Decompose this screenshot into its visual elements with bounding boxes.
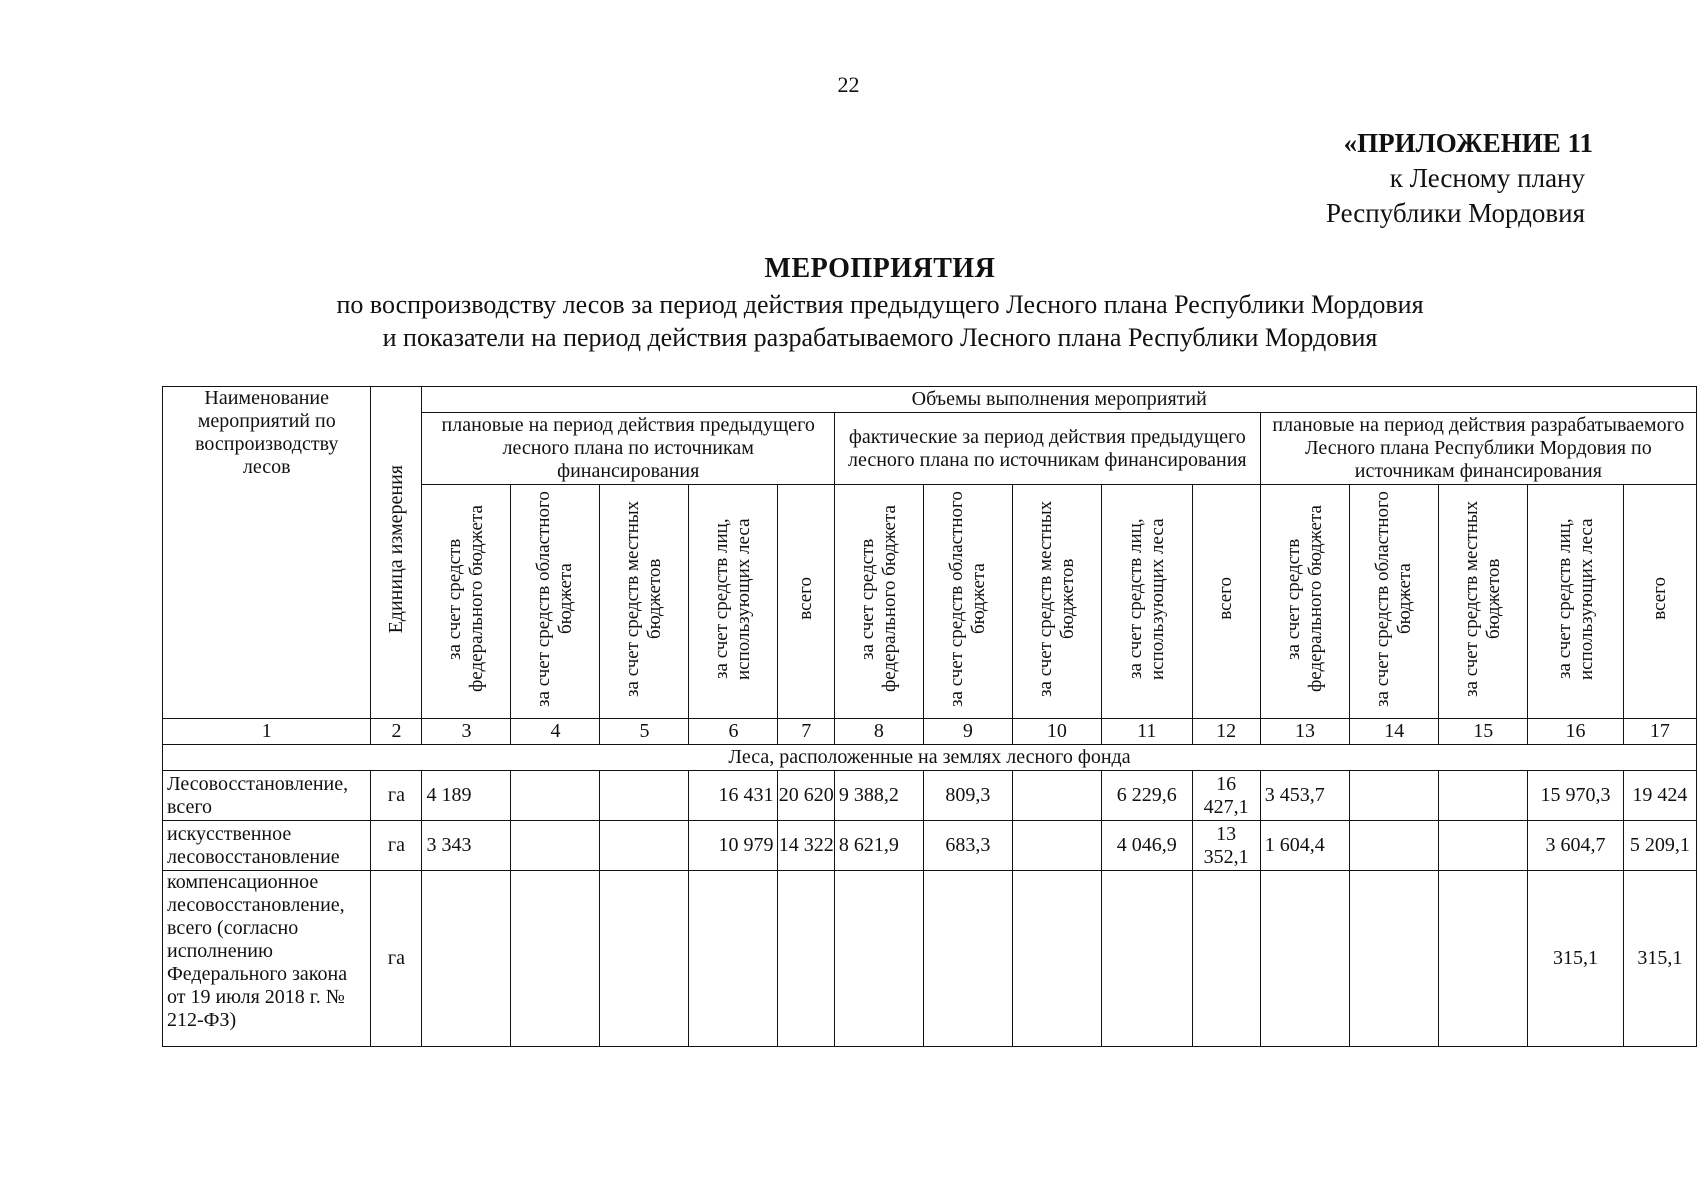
row-value xyxy=(511,871,600,1047)
row-value: 3 604,7 xyxy=(1528,821,1624,871)
row-value: 3 453,7 xyxy=(1260,771,1350,821)
row-value: 809,3 xyxy=(923,771,1012,821)
column-number: 15 xyxy=(1439,719,1528,745)
header-name-col: Наименование мероприятий по воспроизводству лесов xyxy=(163,387,371,719)
column-number: 3 xyxy=(422,719,511,745)
header-sub-federal: за счет средств федерального бюджета xyxy=(1260,485,1350,719)
header-sub-users: за счет средств лиц, использующих леса xyxy=(1101,485,1192,719)
table-body xyxy=(163,771,1697,1047)
header-volumes: Объемы выполнения мероприятий xyxy=(422,387,1697,413)
row-value: 315,1 xyxy=(1623,871,1696,1047)
header-sub-total: всего xyxy=(1623,485,1696,719)
header-sub-regional: за счет средств областного бюджета xyxy=(511,485,600,719)
row-value: 16 431 xyxy=(689,771,778,821)
header-sub-users: за счет средств лиц, использующих леса xyxy=(689,485,778,719)
row-value: 3 343 xyxy=(422,821,511,871)
column-number: 7 xyxy=(778,719,834,745)
row-value xyxy=(1350,771,1439,821)
column-number: 9 xyxy=(923,719,1012,745)
row-value xyxy=(1439,771,1528,821)
row-value xyxy=(600,771,689,821)
column-number: 4 xyxy=(511,719,600,745)
header-sub-local: за счет средств местных бюджетов xyxy=(600,485,689,719)
header-sub-total: всего xyxy=(1192,485,1260,719)
row-value xyxy=(1192,871,1260,1047)
row-value xyxy=(511,821,600,871)
row-value xyxy=(689,871,778,1047)
column-number: 11 xyxy=(1101,719,1192,745)
row-value: 8 621,9 xyxy=(834,821,923,871)
table-row xyxy=(163,771,1697,821)
header-sub-regional: за счет средств областного бюджета xyxy=(923,485,1012,719)
row-value: 20 620 xyxy=(778,771,834,821)
row-value xyxy=(1012,821,1101,871)
row-value xyxy=(422,871,511,1047)
row-value xyxy=(778,871,834,1047)
row-value: 6 229,6 xyxy=(1101,771,1192,821)
row-value xyxy=(1101,871,1192,1047)
header-unit-col: Единица измерения xyxy=(371,387,422,719)
row-value xyxy=(1012,871,1101,1047)
header-group-actual-prev: фактические за период действия предыдущего лесного плана по источникам финансирования xyxy=(834,413,1260,485)
header-sub-local: за счет средств местных бюджетов xyxy=(1439,485,1528,719)
document-title: МЕРОПРИЯТИЯ xyxy=(764,253,996,284)
table-row xyxy=(163,821,1697,871)
subtitle-line-2: и показатели на период действия разрабатываемого Лесного плана Республики Мордовия xyxy=(382,323,1378,352)
row-value: 1 604,4 xyxy=(1260,821,1350,871)
column-number: 5 xyxy=(600,719,689,745)
row-value xyxy=(923,871,1012,1047)
row-value xyxy=(1350,871,1439,1047)
row-value: 10 979 xyxy=(689,821,778,871)
row-value: 13 352,1 xyxy=(1192,821,1260,871)
row-value xyxy=(1439,821,1528,871)
row-value xyxy=(511,771,600,821)
column-number: 8 xyxy=(834,719,923,745)
header-sub-federal: за счет средств федерального бюджета xyxy=(834,485,923,719)
column-number: 16 xyxy=(1528,719,1624,745)
section-title: Леса, расположенные на землях лесного фонда xyxy=(163,745,1697,771)
row-value xyxy=(834,871,923,1047)
appendix-line-1: к Лесному плану xyxy=(1389,163,1585,193)
column-number: 2 xyxy=(371,719,422,745)
row-unit: га xyxy=(371,871,422,1047)
column-number: 14 xyxy=(1350,719,1439,745)
row-value: 5 209,1 xyxy=(1623,821,1696,871)
row-value: 15 970,3 xyxy=(1528,771,1624,821)
table-row xyxy=(163,871,1697,1047)
column-number-row xyxy=(163,719,1697,745)
header-group-planned-new: плановые на период действия разрабатываемого Лесного плана Республики Мордовия по источникам финансирования xyxy=(1260,413,1696,485)
column-number: 17 xyxy=(1623,719,1696,745)
row-value xyxy=(1439,871,1528,1047)
row-value: 315,1 xyxy=(1528,871,1624,1047)
subtitle-line-1: по воспроизводству лесов за период действия предыдущего Лесного плана Республики Мордовия xyxy=(336,290,1424,319)
appendix-line-2: Республики Мордовия xyxy=(1325,198,1585,228)
row-value: 16 427,1 xyxy=(1192,771,1260,821)
row-value: 683,3 xyxy=(923,821,1012,871)
row-unit: га xyxy=(371,771,422,821)
row-unit: га xyxy=(371,821,422,871)
row-value: 4 046,9 xyxy=(1101,821,1192,871)
row-value xyxy=(1350,821,1439,871)
appendix-heading xyxy=(1325,126,1593,231)
appendix-title: «ПРИЛОЖЕНИЕ 11 xyxy=(1343,128,1593,158)
header-sub-regional: за счет средств областного бюджета xyxy=(1350,485,1439,719)
column-number: 6 xyxy=(689,719,778,745)
page-number: 22 xyxy=(837,72,860,97)
row-value xyxy=(600,821,689,871)
row-value: 19 424 xyxy=(1623,771,1696,821)
row-value xyxy=(600,871,689,1047)
row-name: искусственное лесовосстановление xyxy=(163,821,371,871)
row-value xyxy=(1012,771,1101,821)
row-value: 4 189 xyxy=(422,771,511,821)
column-number: 13 xyxy=(1260,719,1350,745)
header-group-planned-prev: плановые на период действия предыдущего лесного плана по источникам финансирования xyxy=(422,413,834,485)
row-value: 14 322 xyxy=(778,821,834,871)
document-subtitle xyxy=(0,288,1697,354)
row-value: 9 388,2 xyxy=(834,771,923,821)
column-number: 1 xyxy=(163,719,371,745)
row-value xyxy=(1260,871,1350,1047)
column-number: 10 xyxy=(1012,719,1101,745)
header-sub-local: за счет средств местных бюджетов xyxy=(1012,485,1101,719)
header-sub-federal: за счет средств федерального бюджета xyxy=(422,485,511,719)
header-sub-users: за счет средств лиц, использующих леса xyxy=(1528,485,1624,719)
column-number: 12 xyxy=(1192,719,1260,745)
row-name: компенсационное лесовосстановление, всего (согласно исполнению Федерального закона от 19 июля 2018 г. № 212-ФЗ) xyxy=(163,871,371,1047)
row-name: Лесовосстановление, всего xyxy=(163,771,371,821)
header-sub-total: всего xyxy=(778,485,834,719)
measures-table xyxy=(162,386,1697,1047)
